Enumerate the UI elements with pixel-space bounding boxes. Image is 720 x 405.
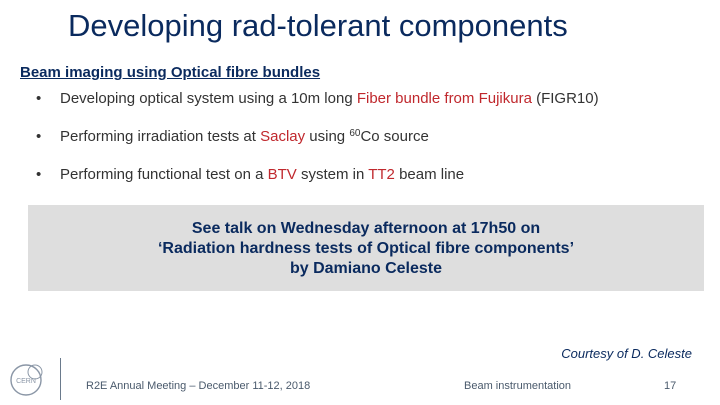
bullet-highlight: TT2: [368, 166, 395, 183]
bullet-text: Co source: [360, 128, 429, 145]
bullet-text: system in: [296, 166, 369, 183]
bullet-marker: •: [36, 90, 42, 107]
page-number: 17: [664, 380, 677, 392]
bullet-text: beam line: [394, 166, 465, 183]
footer-group: Beam instrumentation: [464, 380, 571, 392]
logo-text: CERN: [16, 378, 36, 385]
slide-title: Developing rad-tolerant components: [68, 8, 568, 43]
bullet-text: using: [305, 128, 350, 145]
isotope-superscript: 60: [349, 128, 361, 139]
bullet-item: [36, 90, 599, 107]
callout-line: See talk on Wednesday afternoon at 17h50 on: [191, 220, 541, 237]
image-credit: Courtesy of D. Celeste: [561, 346, 692, 361]
section-heading: Beam imaging using Optical fibre bundles: [20, 64, 321, 81]
footer-meeting: R2E Annual Meeting – December 11-12, 2018: [86, 380, 311, 392]
cern-logo: [6, 362, 46, 398]
bullet-highlight: Saclay: [260, 128, 306, 145]
callout-line: by Damiano Celeste: [289, 260, 443, 277]
bullet-text: Developing optical system using a 10m long: [60, 90, 357, 107]
talk-callout-box: [28, 205, 704, 291]
footer-divider: [60, 358, 61, 400]
bullet-text: (FIGR10): [531, 90, 599, 107]
callout-line: ‘Radiation hardness tests of Optical fibre components’: [157, 240, 575, 257]
bullet-highlight: BTV: [267, 166, 297, 183]
cern-logo-icon: [6, 362, 46, 398]
bullet-item: [36, 166, 464, 183]
bullet-marker: •: [36, 128, 42, 145]
bullet-text: Performing functional test on a: [60, 166, 268, 183]
bullet-item: [36, 128, 429, 145]
bullet-highlight: Fiber bundle from Fujikura: [356, 90, 532, 107]
bullet-text: Performing irradiation tests at: [60, 128, 261, 145]
bullet-marker: •: [36, 166, 42, 183]
